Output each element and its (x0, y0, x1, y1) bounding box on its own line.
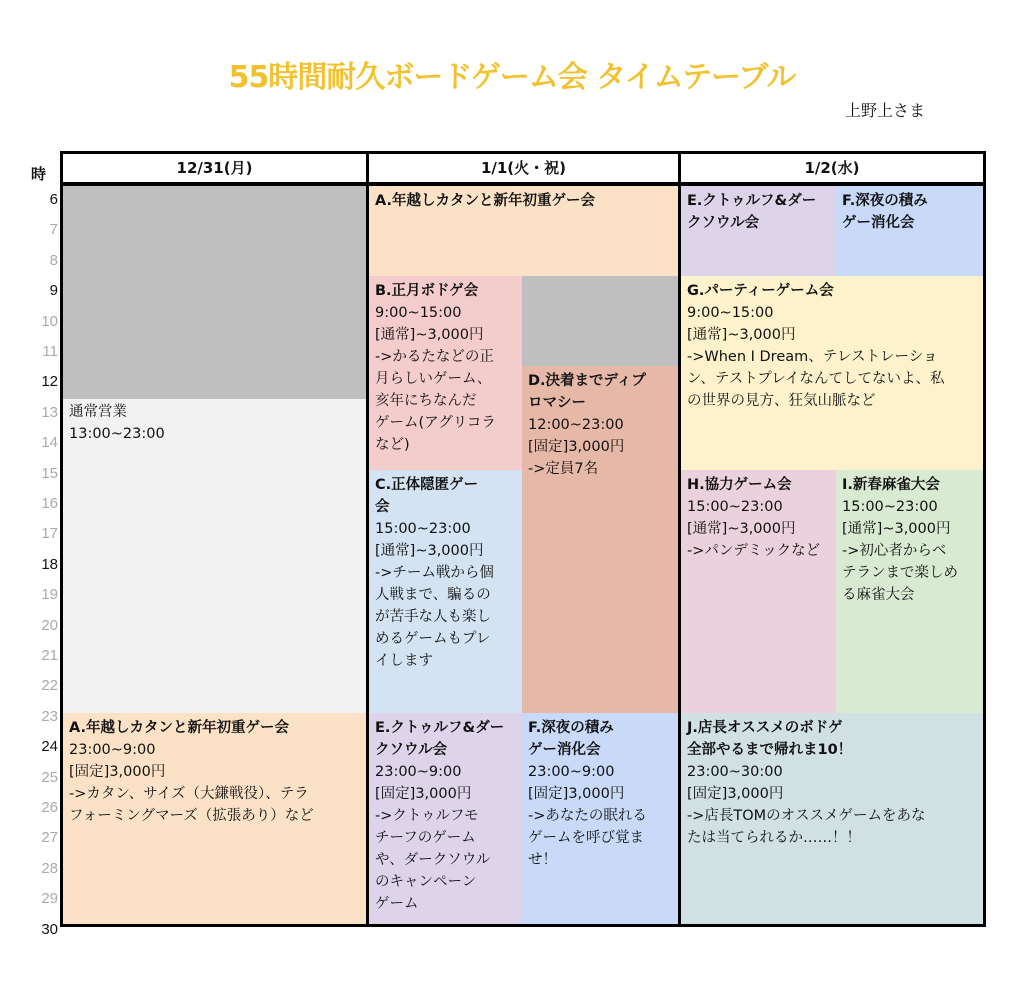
event-line: [通常]~3,000円 (375, 327, 484, 343)
event-line: 23:00~9:00 (528, 764, 615, 780)
hour-label: 16 (41, 495, 58, 512)
event-line: る麻雀大会 (842, 587, 915, 603)
day-divider (678, 151, 681, 927)
event-line: [通常]~3,000円 (687, 327, 796, 343)
event-line: [固定]3,000円 (69, 764, 166, 780)
event-title: F.深夜の積み ゲー消化会 (842, 193, 928, 231)
event-line: 12:00~23:00 (528, 417, 624, 433)
event-line: 13:00~23:00 (69, 426, 165, 442)
event-line: ->パンデミックなど (687, 543, 821, 559)
hour-label: 23 (41, 707, 58, 725)
day-header-0101: 1/1(火・祝) (480, 159, 567, 177)
event-line: の世界の見方、狂気山脈など (687, 393, 876, 409)
event-line: 亥年にちなんだ (375, 393, 477, 409)
event-line: フォーミングマーズ（拡張あり）など (69, 808, 314, 824)
event-line: ->クトゥルフモ (375, 808, 479, 824)
event-line: ->定員7名 (528, 461, 599, 477)
page-title: 55時間耐久ボードゲーム会 タイムテーブル (228, 60, 796, 95)
event-line: ゲーム(アグリコラ (375, 415, 496, 431)
day-header-0102: 1/2(水) (804, 159, 860, 177)
event-line: ->あなたの眠れる (528, 808, 647, 824)
event-title: J.店長オススメのボドゲ 全部やるまで帰れま10！ (687, 720, 853, 758)
event-line: [通常]~3,000円 (842, 521, 951, 537)
event-line: ゲームを呼び覚ま (528, 830, 644, 846)
header-divider (60, 182, 986, 186)
event-line: や、ダークソウル (375, 852, 491, 868)
event-line: ->When I Dream、テレストレーショ (687, 349, 938, 365)
hour-label: 20 (41, 616, 58, 634)
hour-label: 24 (41, 738, 58, 756)
event-line: のキャンペーン (375, 874, 477, 890)
hour-label: 11 (42, 343, 58, 360)
event-line: たは当てられるか……！！ (687, 830, 861, 846)
event-line: テランまで楽しめ (842, 565, 958, 581)
event-line: 9:00~15:00 (687, 305, 774, 321)
hour-label: 10 (41, 312, 58, 330)
hour-label: 28 (41, 859, 58, 877)
hour-label: 18 (41, 555, 58, 573)
event-title: A.年越しカタンと新年初重ゲー会 (69, 720, 289, 736)
hour-label: 19 (41, 586, 58, 604)
hour-label: 13 (41, 403, 58, 421)
event-title: E.クトゥルフ&ダー クソウル会 (687, 193, 817, 231)
hour-label: 30 (41, 920, 58, 938)
event-line: 9:00~15:00 (375, 305, 462, 321)
event-title: C.正体隠匿ゲー 会 (375, 477, 479, 515)
event-line: チーフのゲーム (375, 830, 476, 846)
hour-label: 6 (49, 191, 58, 208)
hour-label: 8 (49, 251, 58, 269)
hour-label: 29 (41, 890, 58, 908)
event-line: [固定]3,000円 (528, 786, 625, 802)
event-line: 月らしいゲーム、 (375, 371, 492, 387)
event-line: ->チーム戦から個 (375, 565, 494, 581)
event-line: めるゲームもプレ (375, 631, 491, 647)
event-line: 15:00~23:00 (375, 521, 471, 537)
hour-label: 15 (41, 464, 58, 482)
event-line: ->初心者からベ (842, 543, 947, 559)
event-line: 23:00~9:00 (69, 742, 156, 758)
author-label: 上野上さま (845, 101, 926, 120)
event-title: A.年越しカタンと新年初重ゲー会 (375, 193, 595, 209)
event-title: G.パーティーゲーム会 (687, 283, 834, 299)
hours-column-label: 時 (31, 165, 47, 183)
hour-label: 14 (41, 434, 58, 452)
event-title: B.正月ボドゲ会 (375, 283, 479, 299)
event-line: せ！ (528, 852, 557, 868)
event-line: 15:00~23:00 (687, 499, 783, 515)
event-line: 23:00~30:00 (687, 764, 783, 780)
event-line: ->カタン、サイズ（大鎌戦役）、テラ (69, 786, 309, 802)
hour-label: 7 (49, 221, 58, 239)
day-divider (366, 151, 369, 927)
timetable-frame (60, 151, 986, 927)
event-title: I.新春麻雀大会 (842, 477, 940, 493)
hour-label: 12 (41, 373, 58, 391)
hour-label: 21 (41, 647, 58, 664)
day-header-1231: 12/31(月) (176, 159, 253, 177)
event-line: [固定]3,000円 (375, 786, 472, 802)
event-line: イします (375, 653, 433, 669)
event-title: F.深夜の積み ゲー消化会 (528, 720, 614, 758)
event-line: ->店長TOMのオススメゲームをあな (687, 808, 926, 824)
event-title: E.クトゥルフ&ダー クソウル会 (375, 720, 505, 758)
event-line: ->かるたなどの正 (375, 349, 494, 365)
event-title: H.協力ゲーム会 (687, 477, 792, 493)
event-line: 通常営業 (69, 404, 127, 420)
event-line: など) (375, 437, 410, 453)
hour-label: 22 (41, 677, 58, 695)
event-line: 人戦まで、騙るの (375, 587, 491, 603)
event-line: [通常]~3,000円 (687, 521, 796, 537)
event-line: 23:00~9:00 (375, 764, 462, 780)
event-line: 15:00~23:00 (842, 499, 938, 515)
event-line: [通常]~3,000円 (375, 543, 484, 559)
event-line: [固定]3,000円 (528, 439, 625, 455)
event-title: D.決着までディプ ロマシー (528, 373, 646, 411)
hour-label: 26 (41, 799, 58, 816)
hour-label: 25 (41, 768, 58, 786)
event-line: が苦手な人も楽し (375, 609, 491, 625)
event-line: ン、テストプレイなんてしてないよ、私 (687, 371, 945, 387)
hour-label: 17 (41, 525, 58, 543)
hour-label: 9 (49, 282, 58, 300)
hour-label: 27 (41, 829, 58, 847)
event-line: [固定]3,000円 (687, 786, 784, 802)
event-line: ゲーム (375, 896, 419, 912)
